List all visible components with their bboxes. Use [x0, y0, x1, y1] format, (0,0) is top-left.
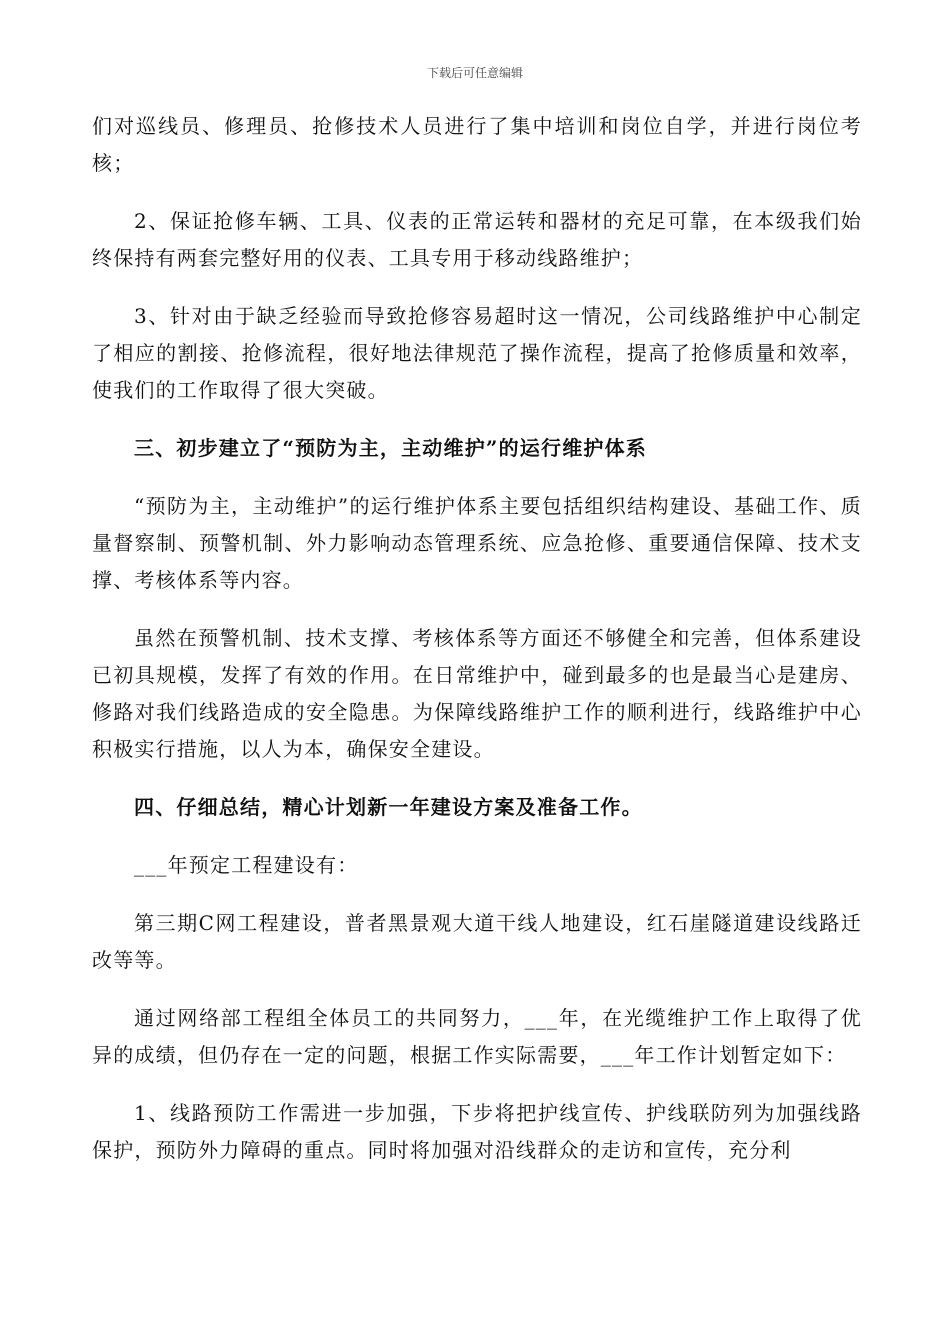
paragraph-2: 2、保证抢修车辆、工具、仪表的正常运转和器材的充足可靠，在本级我们始终保持有两套完整好用的仪表、工具专用于移动线路维护；	[92, 209, 862, 270]
paragraph-7: 第三期C网工程建设，普者黑景观大道干线人地建设，红石崖隧道建设线路迁改等等。	[92, 911, 862, 972]
paragraph-3: 3、针对由于缺乏经验而导致抢修容易超时这一情况，公司线路维护中心制定了相应的割接、抢修流程，很好地法律规范了操作流程，提高了抢修质量和效率，使我们的工作取得了很大突破。	[92, 304, 862, 402]
paragraph-1: 们对巡线员、修理员、抢修技术人员进行了集中培训和岗位自学，并进行岗位考核；	[92, 114, 862, 175]
paragraph-8: 通过网络部工程组全体员工的共同努力，___年，在光缆维护工作上取得了优异的成绩，但仍存在一定的问题，根据工作实际需要，___年工作计划暂定如下：	[92, 1006, 862, 1067]
paragraph-5: 虽然在预警机制、技术支撑、考核体系等方面还不够健全和完善，但体系建设已初具规模，发挥了有效的作用。在日常维护中，碰到最多的也是最当心是建房、修路对我们线路造成的安全隐患。为保障线路维护工作的顺利进行，线路维护中心积极实行措施，以人为本，确保安全建设。	[92, 626, 862, 761]
paragraph-6: ___年预定工程建设有：	[134, 853, 359, 877]
paragraph-4: “预防为主，主动维护”的运行维护体系主要包括组织结构建设、基础工作、质量督察制、预警机制、外力影响动态管理系统、应急抢修、重要通信保障、技术支撑、考核体系等内容。	[92, 494, 862, 592]
page-header: 下载后可任意编辑	[426, 66, 523, 80]
paragraph-9: 1、线路预防工作需进一步加强，下步将把护线宣传、护线联防列为加强线路保护，预防外力障碍的重点。同时将加强对沿线群众的走访和宣传，充分利	[92, 1101, 862, 1162]
section-heading-3: 三、初步建立了“预防为主，主动维护”的运行维护体系	[134, 436, 648, 460]
document-body	[92, 108, 862, 1190]
section-heading-4: 四、仔细总结，精心计划新一年建设方案及准备工作。	[134, 795, 643, 819]
